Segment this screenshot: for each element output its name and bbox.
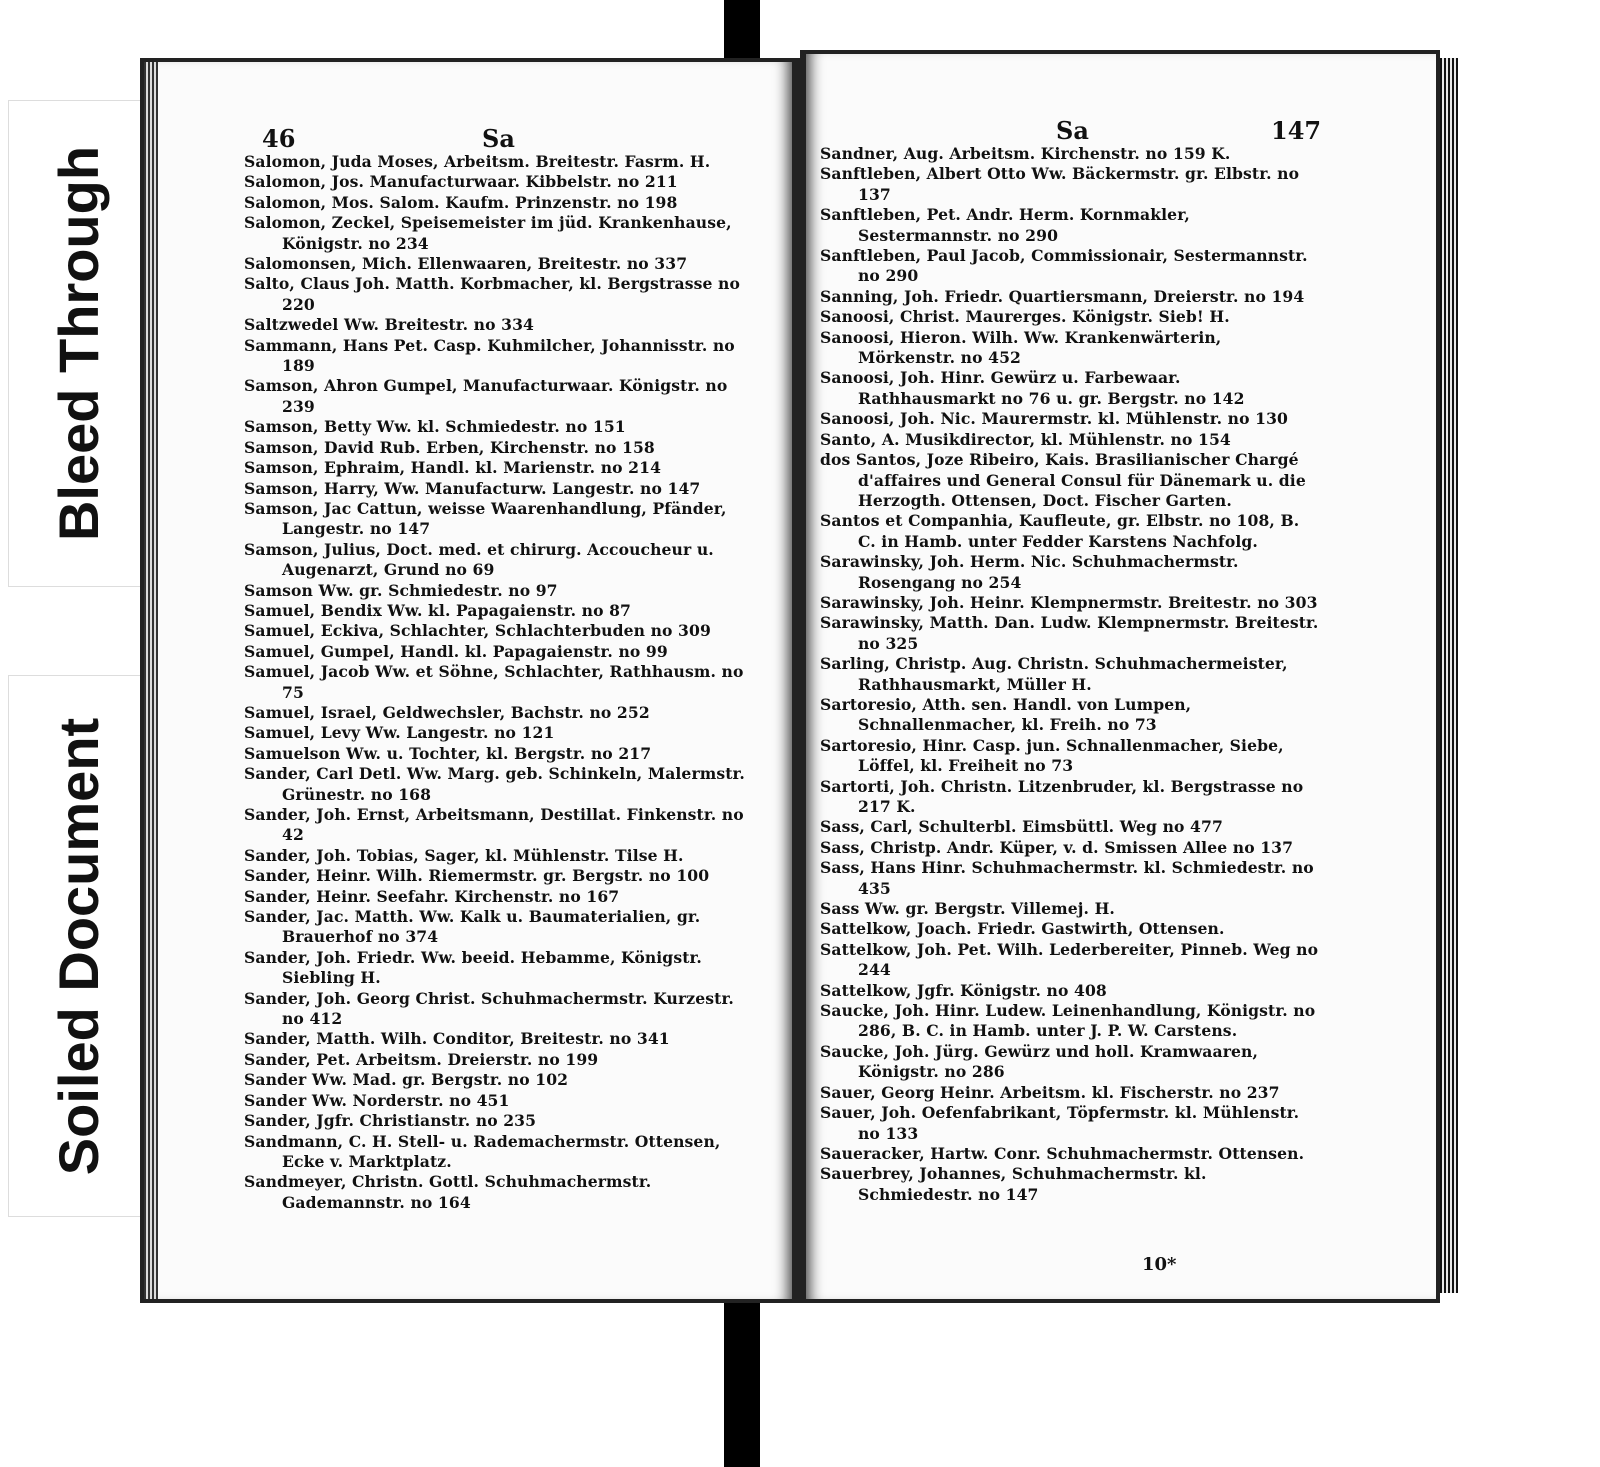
directory-entry: Samson, Ahron Gumpel, Manufacturwaar. Königstr. no 239 (244, 376, 728, 416)
directory-entry: Sass, Carl, Schulterbl. Eimsbüttl. Weg no 477 (820, 817, 1223, 837)
directory-entry: Sanftleben, Albert Otto Ww. Bäckermstr. gr. Elbstr. no 137 (820, 164, 1300, 204)
directory-entry: Sander, Jac. Matth. Ww. Kalk u. Baumaterialien, gr. Brauerhof no 374 (244, 907, 701, 947)
directory-entry: Sartoresio, Hinr. Casp. jun. Schnallenmacher, Siebe, Löffel, kl. Freiheit no 73 (820, 735, 1284, 776)
soiled-document-text: Soiled Document (47, 717, 111, 1175)
directory-entry: Samson, David Rub. Erben, Kirchenstr. no 158 (244, 437, 655, 457)
directory-entry: Saueracker, Hartw. Conr. Schuhmachermstr. Ottensen. (820, 1143, 1305, 1163)
directory-entry: Saucke, Joh. Jürg. Gewürz und holl. Kramwaaren, Königstr. no 286 (820, 1041, 1259, 1082)
directory-entry: dos Santos, Joze Ribeiro, Kais. Brasilianischer Chargé d'affaires und General Consul für Dänemark u. die Herzogth. Ottensen, Doct. Fischer Garten. (820, 450, 1306, 510)
directory-entry: Sass Ww. gr. Bergstr. Villemej. H. (820, 899, 1115, 919)
directory-entry: Samuel, Jacob Ww. et Söhne, Schlachter, Rathhausm. no 75 (244, 662, 744, 702)
directory-entry: Sander Ww. Norderstr. no 451 (244, 1090, 510, 1110)
directory-entry: Samson, Jac Cattun, weisse Waarenhandlung, Pfänder, Langestr. no 147 (244, 498, 727, 539)
directory-entry: Sander, Jgfr. Christianstr. no 235 (244, 1111, 537, 1131)
directory-entry: Sarling, Christp. Aug. Christn. Schuhmachermeister, Rathhausmarkt, Müller H. (820, 654, 1288, 694)
page-number: 46 (262, 124, 296, 153)
signature-mark: 10* (1142, 1254, 1177, 1275)
directory-entry: Sandmann, C. H. Stell- u. Rademachermstr. Ottensen, Ecke v. Marktplatz. (244, 1131, 721, 1171)
directory-entry: Sander, Heinr. Wilh. Riemermstr. gr. Bergstr. no 100 (244, 866, 710, 886)
directory-entry: Sattelkow, Joh. Pet. Wilh. Lederbereiter, Pinneb. Weg no 244 (820, 939, 1319, 980)
directory-entry: Salomon, Zeckel, Speisemeister im jüd. Krankenhause, Königstr. no 234 (244, 213, 732, 253)
left-page (140, 58, 800, 1303)
directory-entry: Santos et Companhia, Kaufleute, gr. Elbstr. no 108, B. C. in Hamb. unter Fedder Karstens Nachfolg. (820, 511, 1300, 551)
directory-entry: Sander Ww. Mad. gr. Bergstr. no 102 (244, 1070, 569, 1090)
directory-entry: Sanoosi, Christ. Maurerges. Königstr. Sieb! H. (820, 307, 1230, 327)
directory-entry: Sander, Matth. Wilh. Conditor, Breitestr. no 341 (244, 1029, 670, 1049)
directory-entry: Salomon, Mos. Salom. Kaufm. Prinzenstr. no 198 (244, 192, 678, 212)
directory-entry: Samson, Ephraim, Handl. kl. Marienstr. no 214 (244, 458, 662, 478)
directory-entry: Sauer, Georg Heinr. Arbeitsm. kl. Fischerstr. no 237 (820, 1082, 1280, 1102)
directory-entry: Salomon, Jos. Manufacturwaar. Kibbelstr. no 211 (244, 172, 678, 192)
directory-entry-list (820, 144, 1320, 1205)
directory-entry: Saltzwedel Ww. Breitestr. no 334 (244, 315, 535, 335)
directory-entry: Sander, Heinr. Seefahr. Kirchenstr. no 167 (244, 886, 620, 906)
binding-tape-top (724, 0, 760, 66)
directory-entry: Samuel, Gumpel, Handl. kl. Papagaienstr. no 99 (244, 641, 668, 661)
directory-entry: Sandmeyer, Christn. Gottl. Schuhmachermstr. Gademannstr. no 164 (244, 1172, 652, 1212)
directory-entry: Samson Ww. gr. Schmiedestr. no 97 (244, 580, 558, 600)
directory-entry: Saucke, Joh. Hinr. Ludew. Leinenhandlung, Königstr. no 286, B. C. in Hamb. unter J. P. W. Carstens. (820, 1001, 1316, 1041)
directory-entry: Samson, Harry, Ww. Manufacturw. Langestr. no 147 (244, 478, 701, 498)
directory-entry: Salomon, Juda Moses, Arbeitsm. Breitestr. Fasrm. H. (244, 152, 711, 171)
bleed-through-text: Bleed Through (47, 145, 111, 542)
directory-entry: Samuel, Levy Ww. Langestr. no 121 (244, 723, 555, 743)
directory-entry: Sander, Joh. Friedr. Ww. beeid. Hebamme, Königstr. Siebling H. (244, 947, 702, 988)
right-page-edges (1440, 58, 1458, 1293)
directory-entry: Sattelkow, Joach. Friedr. Gastwirth, Ottensen. (820, 919, 1225, 939)
directory-entry: Sass, Hans Hinr. Schuhmachermstr. kl. Schmiedestr. no 435 (820, 858, 1314, 898)
right-page (800, 50, 1440, 1303)
directory-entry: Sattelkow, Jgfr. Königstr. no 408 (820, 980, 1107, 1000)
directory-entry: Sander, Joh. Tobias, Sager, kl. Mühlenstr. Tilse H. (244, 845, 684, 865)
directory-entry: Samuelson Ww. u. Tochter, kl. Bergstr. no 217 (244, 743, 652, 763)
directory-entry: Sandner, Aug. Arbeitsm. Kirchenstr. no 159 K. (820, 144, 1231, 163)
directory-entry: Samuel, Bendix Ww. kl. Papagaienstr. no 87 (244, 600, 632, 620)
directory-entry: Sanoosi, Joh. Hinr. Gewürz u. Farbewaar. Rathhausmarkt no 76 u. gr. Bergstr. no 142 (820, 368, 1245, 408)
directory-entry: Samson, Betty Ww. kl. Schmiedestr. no 151 (244, 417, 626, 437)
directory-entry: Sauer, Joh. Oefenfabrikant, Töpfermstr. kl. Mühlenstr. no 133 (820, 1103, 1300, 1143)
directory-entry: Sarawinsky, Joh. Herm. Nic. Schuhmachermstr. Rosengang no 254 (820, 552, 1239, 592)
running-head: Sa (1056, 116, 1089, 145)
directory-entry: Sarawinsky, Joh. Heinr. Klempnermstr. Breitestr. no 303 (820, 592, 1318, 612)
directory-entry: Sander, Carl Detl. Ww. Marg. geb. Schinkeln, Malermstr. Grünestr. no 168 (244, 764, 745, 804)
directory-entry: Sander, Joh. Ernst, Arbeitsmann, Destillat. Finkenstr. no 42 (244, 805, 744, 845)
page-number: 147 (1271, 116, 1322, 145)
running-head: Sa (482, 124, 515, 153)
directory-entry: Sarawinsky, Matth. Dan. Ludw. Klempnermstr. Breitestr. no 325 (820, 613, 1319, 653)
binding-tape-bottom (724, 1283, 760, 1467)
soiled-document-label (8, 675, 150, 1217)
directory-entry: Sauerbrey, Johannes, Schuhmachermstr. kl. Schmiedestr. no 147 (820, 1164, 1207, 1204)
directory-entry: Samuel, Eckiva, Schlachter, Schlachterbuden no 309 (244, 621, 711, 641)
directory-entry: Salomonsen, Mich. Ellenwaaren, Breitestr. no 337 (244, 254, 688, 274)
directory-entry: Sander, Pet. Arbeitsm. Dreierstr. no 199 (244, 1049, 599, 1069)
directory-entry: Sanning, Joh. Friedr. Quartiersmann, Dreierstr. no 194 (820, 286, 1305, 306)
directory-entry: Sanoosi, Hieron. Wilh. Ww. Krankenwärterin, Mörkenstr. no 452 (820, 327, 1222, 368)
directory-entry: Sanftleben, Paul Jacob, Commissionair, Sestermannstr. no 290 (820, 246, 1308, 286)
directory-entry: Sanftleben, Pet. Andr. Herm. Kornmakler, Sestermannstr. no 290 (820, 205, 1190, 245)
directory-entry: Samson, Julius, Doct. med. et chirurg. Accoucheur u. Augenarzt, Grund no 69 (244, 539, 714, 580)
directory-entry: Sartorti, Joh. Christn. Litzenbruder, kl. Bergstrasse no 217 K. (820, 776, 1304, 816)
directory-entry: Salto, Claus Joh. Matth. Korbmacher, kl. Bergstrasse no 220 (244, 274, 740, 314)
left-page-edges (144, 62, 158, 1299)
bleed-through-label (8, 100, 150, 587)
directory-entry: Samuel, Israel, Geldwechsler, Bachstr. no 252 (244, 702, 650, 722)
directory-entry: Sander, Joh. Georg Christ. Schuhmachermstr. Kurzestr. no 412 (244, 988, 734, 1029)
directory-entry: Sanoosi, Joh. Nic. Maurermstr. kl. Mühlenstr. no 130 (820, 409, 1288, 429)
directory-entry-list (244, 152, 754, 1213)
directory-entry: Sartoresio, Atth. sen. Handl. von Lumpen, Schnallenmacher, kl. Freih. no 73 (820, 694, 1192, 735)
directory-entry: Sass, Christp. Andr. Küper, v. d. Smissen Allee no 137 (820, 837, 1294, 857)
directory-entry: Sammann, Hans Pet. Casp. Kuhmilcher, Johannisstr. no 189 (244, 335, 735, 376)
directory-entry: Santo, A. Musikdirector, kl. Mühlenstr. no 154 (820, 429, 1231, 449)
